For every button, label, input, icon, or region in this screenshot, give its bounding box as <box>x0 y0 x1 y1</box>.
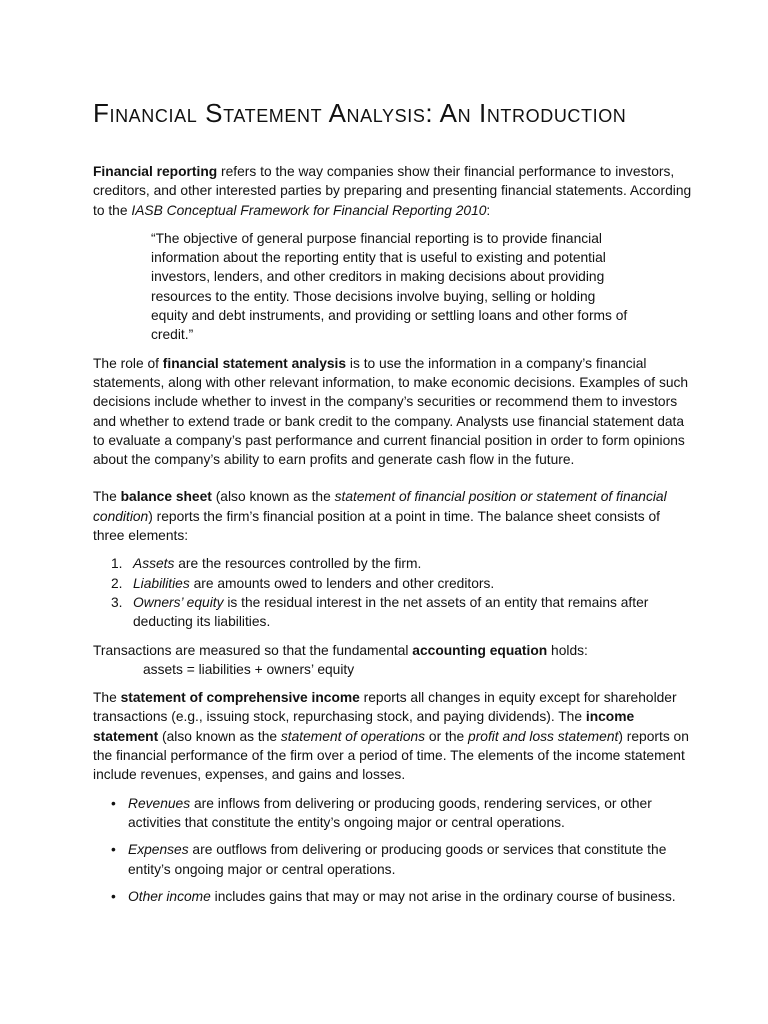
list-item: 3. Owners’ equity is the residual interest in the net assets of an entity that remains after deducting its liabilities. <box>111 594 649 630</box>
page-title: Financial Statement Analysis: An Introduction <box>93 98 627 128</box>
iasb-framework-reference: IASB Conceptual Framework for Financial Reporting 2010 <box>131 202 487 218</box>
list-item: 1. Assets are the resources controlled by the firm. <box>111 556 422 572</box>
accounting-equation-paragraph: Transactions are measured so that the fundamental accounting equation holds: <box>93 642 588 658</box>
term-financial-reporting: Financial reporting <box>93 164 218 179</box>
term-income-statement: income statement <box>93 709 635 744</box>
bullet-icon: • <box>111 842 116 858</box>
list-item: • Revenues are inflows from delivering or producing goods, rendering services, or other activities that constitute the entity’s ongoing major or central operations. <box>111 795 652 830</box>
term-financial-statement-analysis: financial statement analysis <box>162 355 347 371</box>
term-balance-sheet: balance sheet <box>120 489 212 505</box>
income-statement-paragraph: The statement of comprehensive income reports all changes in equity except for shareholder transactions (e.g., issuing stock, repurchasing stock, and paying dividends). The income statement (also known as the statement of operations or the profit and loss statement) reports on the financial performance of the firm over a period of time. The elements of the income statement include revenues, expenses, and gains and losses. <box>93 690 689 783</box>
iasb-quote: “The objective of general purpose financial reporting is to provide financial information about the reporting entity that is useful to existing and potential investors, lenders, and other creditors in making decisions about providing resources to the entity. Those decisions involve buying, selling or holding equity and debt instruments, and providing or settling loans and other forms of credit.” <box>151 230 628 343</box>
balance-sheet-alternate-names: statement of financial position or statement of financial condition <box>93 489 667 524</box>
accounting-equation: assets = liabilities + owners’ equity <box>143 661 355 677</box>
bullet-icon: • <box>111 795 116 811</box>
financial-statement-analysis-paragraph: The role of financial statement analysis is to use the information in a company’s financial statements, along with other relevant information, to make economic decisions. Examples of such decisions include whether to invest in the company’s securities or recommend them to investors and whether to extend trade or bank credit to the company. Analysts use financial statement data to evaluate a company’s past performance and current financial position in order to form opinions about the company’s ability to earn profits and generate cash flow in the future. <box>93 355 689 468</box>
term-accounting-equation: accounting equation <box>412 642 548 658</box>
document-body <box>93 162 693 906</box>
list-item: • Other income includes gains that may or may not arise in the ordinary course of business. <box>93 887 693 906</box>
balance-sheet-elements-list <box>93 554 693 631</box>
list-item: 2. Liabilities are amounts owed to lenders and other creditors. <box>111 575 495 591</box>
income-elements-list <box>93 794 693 906</box>
bullet-icon: • <box>111 888 116 904</box>
list-item: • Expenses are outflows from delivering or producing goods or services that constitute the entity’s ongoing major or central operations. <box>111 842 667 877</box>
term-comprehensive-income: statement of comprehensive income <box>120 690 360 706</box>
balance-sheet-paragraph: The balance sheet (also known as the statement of financial position or statement of financial condition) reports the firm’s financial position at a point in time. The balance sheet consists of three elements: <box>93 489 667 544</box>
financial-reporting-paragraph: Financial reporting refers to the way companies show their financial performance to investors, creditors, and other interested parties by preparing and presenting financial statements. According to the IASB Conceptual Framework for Financial Reporting 2010: <box>93 164 692 218</box>
